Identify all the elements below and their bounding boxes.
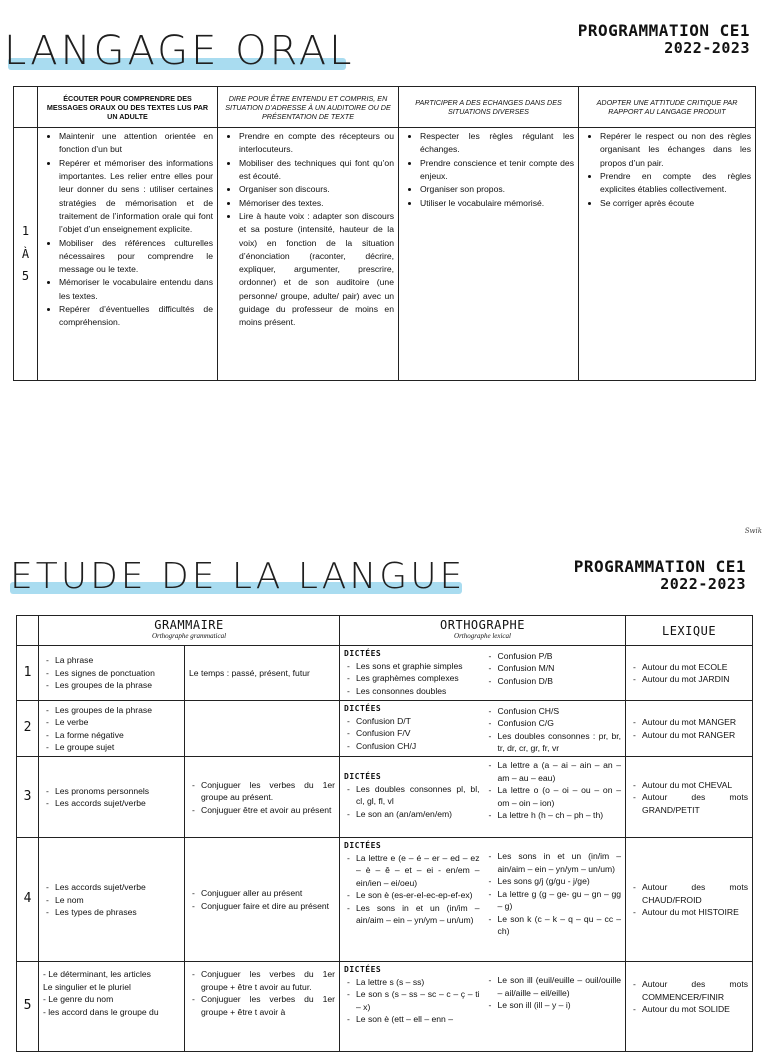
list-item: - Le son ill (euil/euille – ouil/ouille – ail/aille – eil/eille) <box>498 974 622 999</box>
skills-cell <box>218 128 399 381</box>
dictees-label: DICTÉES <box>344 772 382 782</box>
list-item: - Les sons in et un (in/im – ain/aim – ein – yn/ym – un/um) <box>356 902 480 927</box>
list-item: Le singulier et le pluriel <box>43 981 131 992</box>
list-item: - Les groupes de la phrase <box>55 679 180 691</box>
period-number: 5 <box>17 962 39 1052</box>
list-item: - Confusion D/B <box>498 675 622 687</box>
skills-cell <box>399 128 579 381</box>
column-header: DIRE POUR ÊTRE ENTENDU ET COMPRIS, EN SITUATION D’ADRESSE À UN AUDITOIRE OU DE PRÉSENTATION DE TEXTE <box>218 87 399 128</box>
level-cell <box>14 128 38 381</box>
list-item: - Conjuguer les verbes du 1er groupe + être t avoir au futur. <box>201 968 335 993</box>
list-item: - Les signes de ponctuation <box>55 667 180 679</box>
programmation-header <box>578 22 750 58</box>
spelling-cell <box>340 701 626 757</box>
list-item: - Confusion D/T <box>356 715 480 727</box>
programmation-label: PROGRAMMATION CE1 <box>577 21 750 40</box>
period-number: 1 <box>17 646 39 701</box>
column-header: ÉCOUTER POUR COMPRENDRE DES MESSAGES ORAUX OU DES TEXTES LUS PAR UN ADULTE <box>38 87 218 128</box>
list-item: - Autour des mots COMMENCER/FINIR <box>642 978 748 1003</box>
grammaire-subtitle: Orthographe grammatical <box>151 632 227 640</box>
list-item: - Conjuguer être et avoir au présent <box>201 804 335 816</box>
list-item: - Confusion M/N <box>498 662 622 674</box>
list-item: - Confusion C/G <box>498 717 622 729</box>
dictees-label: DICTÉES <box>344 841 382 851</box>
grammaire-title: GRAMMAIRE <box>154 618 224 632</box>
grammar-cell <box>39 701 185 757</box>
list-item: - Le déterminant, les articles <box>43 969 151 980</box>
list-item: • Prendre conscience et tenir compte des enjeux. <box>420 157 574 184</box>
list-item: - Le son è (es-er-el-ec-ep-ef-ex) <box>356 889 480 901</box>
spelling-columns <box>344 840 621 937</box>
column-header: PARTICIPER A DES ECHANGES DANS DES SITUATIONS DIVERSES <box>399 87 579 128</box>
list-item: • Mobiliser des références culturelles nécessaires pour comprendre le message ou le texte. <box>59 237 213 277</box>
period-number: 2 <box>17 701 39 757</box>
spelling-cell <box>340 757 626 838</box>
conjugation-cell <box>185 701 340 757</box>
period-number: 3 <box>17 757 39 838</box>
level-header-cell <box>14 87 38 128</box>
langage-oral-title: LANGAGE ORAL <box>4 28 355 74</box>
table-header-row <box>17 616 753 646</box>
programmation-label: PROGRAMMATION CE1 <box>573 557 746 576</box>
list-item: - Autour du mot JARDIN <box>642 673 748 685</box>
level-label: 1 <box>21 223 30 238</box>
list-item: • Organiser son discours. <box>239 183 394 196</box>
table-row <box>17 646 753 701</box>
programmation-header <box>574 558 746 594</box>
list-item: • Se corriger après écoute <box>600 197 751 210</box>
dictees-label: DICTÉES <box>344 704 382 713</box>
list-item: - Les types de phrases <box>55 906 180 918</box>
list-item: • Organiser son propos. <box>420 183 574 196</box>
grammar-cell <box>39 646 185 701</box>
list-item: - Le son ill (ill – y – i) <box>498 999 622 1011</box>
list-item: • Mémoriser le vocabulaire entendu dans les textes. <box>59 276 213 303</box>
grammar-cell <box>39 962 185 1052</box>
level-label: 5 <box>21 269 30 284</box>
skills-cell <box>579 128 756 381</box>
list-item: - Confusion CH/S <box>498 705 622 717</box>
lexique-cell <box>626 646 753 701</box>
list-item: - La lettre s (s – ss) <box>356 976 480 988</box>
spelling-columns <box>344 964 621 1025</box>
etude-langue-table <box>16 615 753 1052</box>
list-item: - Confusion F/V <box>356 727 480 739</box>
list-item: - Les accords sujet/verbe <box>55 797 180 809</box>
list-item: - Les accords sujet/verbe <box>55 881 180 893</box>
orthographe-subtitle: Orthographe lexical <box>454 632 511 640</box>
list-item: - Autour du mot CHEVAL <box>642 779 748 791</box>
spelling-columns <box>344 759 621 821</box>
list-item: - Confusion CH/J <box>356 740 480 752</box>
etude-langue-title: ETUDE DE LA LANGUE <box>10 556 466 597</box>
spelling-cell <box>340 962 626 1052</box>
list-item: • Repérer le respect ou non des règles organisant les échanges dans les propos d’un pair. <box>600 130 751 170</box>
list-item: - Confusion P/B <box>498 650 622 662</box>
list-item: - La lettre g (g – ge- gu – gn – gg – g) <box>498 888 622 913</box>
etude-langue-section <box>0 540 768 1024</box>
spelling-cell <box>340 646 626 701</box>
list-item: • Repérer et mémoriser des informations importantes. Les relier entre elles pour leur donner du sens : utiliser certaines stratégies de mémorisation et de traitement de l’information orale qui font l’objet d’un enseignement explicite. <box>59 157 213 237</box>
table-row <box>17 838 753 962</box>
list-item: • Repérer d’éventuelles difficultés de compréhension. <box>59 303 213 330</box>
list-item: - La lettre e (e – é – er – ed – ez – è – ê – et – ei - en/em – ein/ien – ei/oeu) <box>356 852 480 889</box>
table-row <box>17 757 753 838</box>
list-item: • Prendre en compte des règles explicites établies collectivement. <box>600 170 751 197</box>
list-item: - Les pronoms personnels <box>55 785 180 797</box>
list-item: - Le groupe sujet <box>55 741 180 753</box>
list-item: - les accord dans le groupe du <box>43 1006 159 1017</box>
lexique-header <box>626 616 753 646</box>
spelling-cell <box>340 838 626 962</box>
dictees-label: DICTÉES <box>344 965 382 975</box>
list-item: - Les groupes de la phrase <box>55 704 180 716</box>
list-item: - Les sons g/j (g/gu - j/ge) <box>498 875 622 887</box>
list-item: - La lettre o (o – oi – ou – on – om – oin – ion) <box>498 784 622 809</box>
lexique-cell <box>626 962 753 1052</box>
list-item: - Autour du mot HISTOIRE <box>642 906 748 918</box>
list-item: - Autour du mot RANGER <box>642 729 748 741</box>
table-row <box>17 962 753 1052</box>
grammar-cell <box>39 838 185 962</box>
list-item: • Utiliser le vocabulaire mémorisé. <box>420 197 574 210</box>
orthographe-header <box>340 616 626 646</box>
list-item: - Le verbe <box>55 716 180 728</box>
list-item: - Le genre du nom <box>43 994 114 1005</box>
list-item: - Les doubles consonnes pl, bl, cl, gl, fl, vl <box>356 783 480 808</box>
list-item: - Conjuguer faire et dire au présent <box>201 900 335 912</box>
conjugation-cell: Le temps : passé, présent, futur <box>185 646 340 701</box>
lexique-cell <box>626 757 753 838</box>
list-item: - La forme négative <box>55 729 180 741</box>
list-item: • Respecter les règles régulant les échanges. <box>420 130 574 157</box>
list-item: • Mémoriser des textes. <box>239 197 394 210</box>
list-item: - Les sons et graphie simples <box>356 660 480 672</box>
signature: Swik <box>744 527 762 535</box>
list-item: - La lettre h (h – ch – ph – th) <box>498 809 622 821</box>
lexique-cell <box>626 838 753 962</box>
list-item: - Les graphèmes complexes <box>356 672 480 684</box>
list-item: - Le son s (s – ss – sc – c – ç – ti – x) <box>356 988 480 1013</box>
level-label: À <box>21 246 30 261</box>
lexique-title: LEXIQUE <box>661 623 717 638</box>
lexique-cell <box>626 701 753 757</box>
conjugation-cell <box>185 838 340 962</box>
period-number: 4 <box>17 838 39 962</box>
list-item: - Autour du mot MANGER <box>642 716 748 728</box>
list-item: • Lire à haute voix : adapter son discours et sa posture (intensité, hauteur de la voix) en fonction de la situation d’énonciation (raconter, décrire, expliquer, argumenter, prescrire, ordonner) et de son auditoire (une personne/ groupe, adulte/ pair) avec un guidage du professeur de moins en moins présent. <box>239 210 394 330</box>
list-item: - Le nom <box>55 894 180 906</box>
skills-cell <box>38 128 218 381</box>
list-item: - La phrase <box>55 654 180 666</box>
school-year: 2022-2023 <box>664 39 750 58</box>
list-item: - Autour du mot SOLIDE <box>642 1003 748 1015</box>
list-item: - Les doubles consonnes : pr, br, tr, dr, cr, gr, fr, vr <box>498 730 622 755</box>
list-item: - Conjuguer les verbes du 1er groupe + être t avoir à <box>201 993 335 1018</box>
list-item: - Le son k (c – k – q – qu – cc – ch) <box>498 913 622 938</box>
list-item: - La lettre a (a – ai – ain – an – am – au – eau) <box>498 759 622 784</box>
table-row <box>17 701 753 757</box>
conjugation-cell <box>185 757 340 838</box>
list-item: - Autour des mots GRAND/PETIT <box>642 791 748 816</box>
list-item: • Maintenir une attention orientée en fonction d’un but <box>59 130 213 157</box>
conjugation-cell <box>185 962 340 1052</box>
school-year: 2022-2023 <box>660 575 746 594</box>
list-item: - Conjuguer les verbes du 1er groupe au présent. <box>201 779 335 804</box>
list-item: - Autour des mots CHAUD/FROID <box>642 881 748 906</box>
table-row <box>14 128 756 381</box>
list-item: • Prendre en compte des récepteurs ou interlocuteurs. <box>239 130 394 157</box>
dictees-label: DICTÉES <box>344 649 382 658</box>
grammaire-header <box>39 616 340 646</box>
grammar-cell <box>39 757 185 838</box>
table-header-row <box>14 87 756 128</box>
list-item: - Les sons in et un (in/im – ain/aim – ein – yn/ym – un/um) <box>498 850 622 875</box>
list-item: - Autour du mot ECOLE <box>642 661 748 673</box>
list-item: - Conjuguer aller au présent <box>201 887 335 899</box>
langage-oral-table <box>13 86 756 381</box>
list-item: • Mobiliser des techniques qui font qu’on est écouté. <box>239 157 394 184</box>
list-item: - Le son an (an/am/en/em) <box>356 808 480 820</box>
list-item: - Les consonnes doubles <box>356 685 480 697</box>
column-header: ADOPTER UNE ATTITUDE CRITIQUE PAR RAPPORT AU LANGAGE PRODUIT <box>579 87 756 128</box>
number-header-cell <box>17 616 39 646</box>
list-item: - Le son è (ett – ell – enn – <box>356 1013 480 1025</box>
orthographe-title: ORTHOGRAPHE <box>440 618 525 632</box>
